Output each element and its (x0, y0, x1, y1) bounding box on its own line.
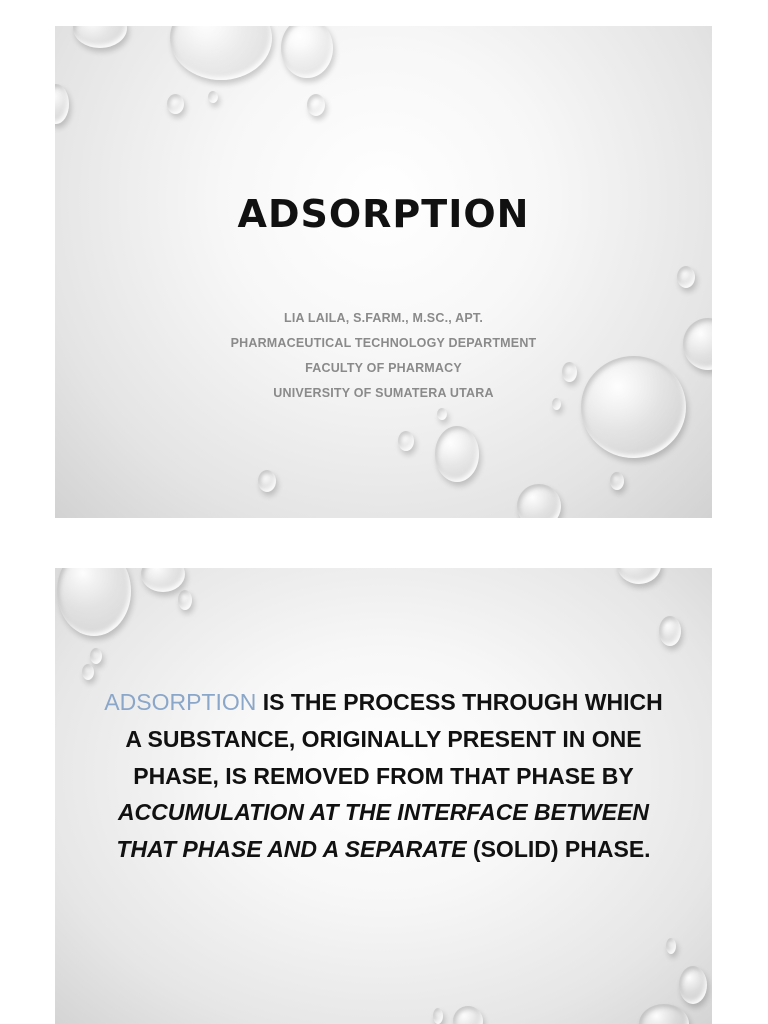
university: UNIVERSITY OF SUMATERA UTARA (273, 386, 494, 400)
title-slide (55, 26, 712, 518)
water-drop-decoration (167, 94, 184, 114)
water-drop-decoration (90, 648, 102, 664)
definition-term: ADSORPTION (104, 689, 257, 715)
water-drop-decoration (178, 590, 192, 610)
author-block (55, 306, 712, 406)
water-drop-decoration (666, 938, 676, 954)
water-drop-decoration (258, 470, 276, 492)
water-drop-decoration (208, 91, 218, 103)
water-drop-decoration (398, 431, 414, 451)
definition-part-2: (SOLID) PHASE. (466, 836, 651, 863)
water-drop-decoration (435, 426, 479, 482)
water-drop-decoration (677, 266, 695, 288)
definition-slide (55, 568, 712, 1024)
water-drop-decoration (141, 568, 185, 592)
faculty: FACULTY OF PHARMACY (305, 361, 462, 375)
water-drop-decoration (433, 1008, 443, 1024)
water-drop-decoration (55, 84, 69, 124)
author-name: LIA LAILA, S.FARM., M.SC., APT. (283, 311, 484, 325)
definition-part-1: IS THE PROCESS THROUGH WHICH A SUBSTANCE, ORIGINALLY PRESENT IN ONE PHASE, IS REMOVED FROM THAT PHASE BY (125, 689, 663, 789)
water-drop-decoration (57, 568, 131, 636)
water-drop-decoration (82, 664, 94, 680)
water-drop-decoration (73, 26, 127, 48)
definition-italic: ACCUMULATION AT THE INTERFACE BETWEEN THAT PHASE AND A SEPARATE (116, 799, 650, 863)
water-drop-decoration (659, 616, 681, 646)
water-drop-decoration (517, 484, 561, 518)
water-drop-decoration (170, 26, 272, 80)
water-drop-decoration (639, 1004, 689, 1024)
water-drop-decoration (610, 472, 624, 490)
water-drop-decoration (437, 408, 447, 420)
definition-text (95, 684, 672, 868)
water-drop-decoration (281, 26, 333, 78)
department: PHARMACEUTICAL TECHNOLOGY DEPARTMENT (230, 336, 537, 350)
water-drop-decoration (617, 568, 661, 584)
water-drop-decoration (679, 966, 707, 1004)
water-drop-decoration (453, 1006, 483, 1024)
water-drop-decoration (307, 94, 325, 116)
slide-title: ADSORPTION (237, 192, 530, 236)
